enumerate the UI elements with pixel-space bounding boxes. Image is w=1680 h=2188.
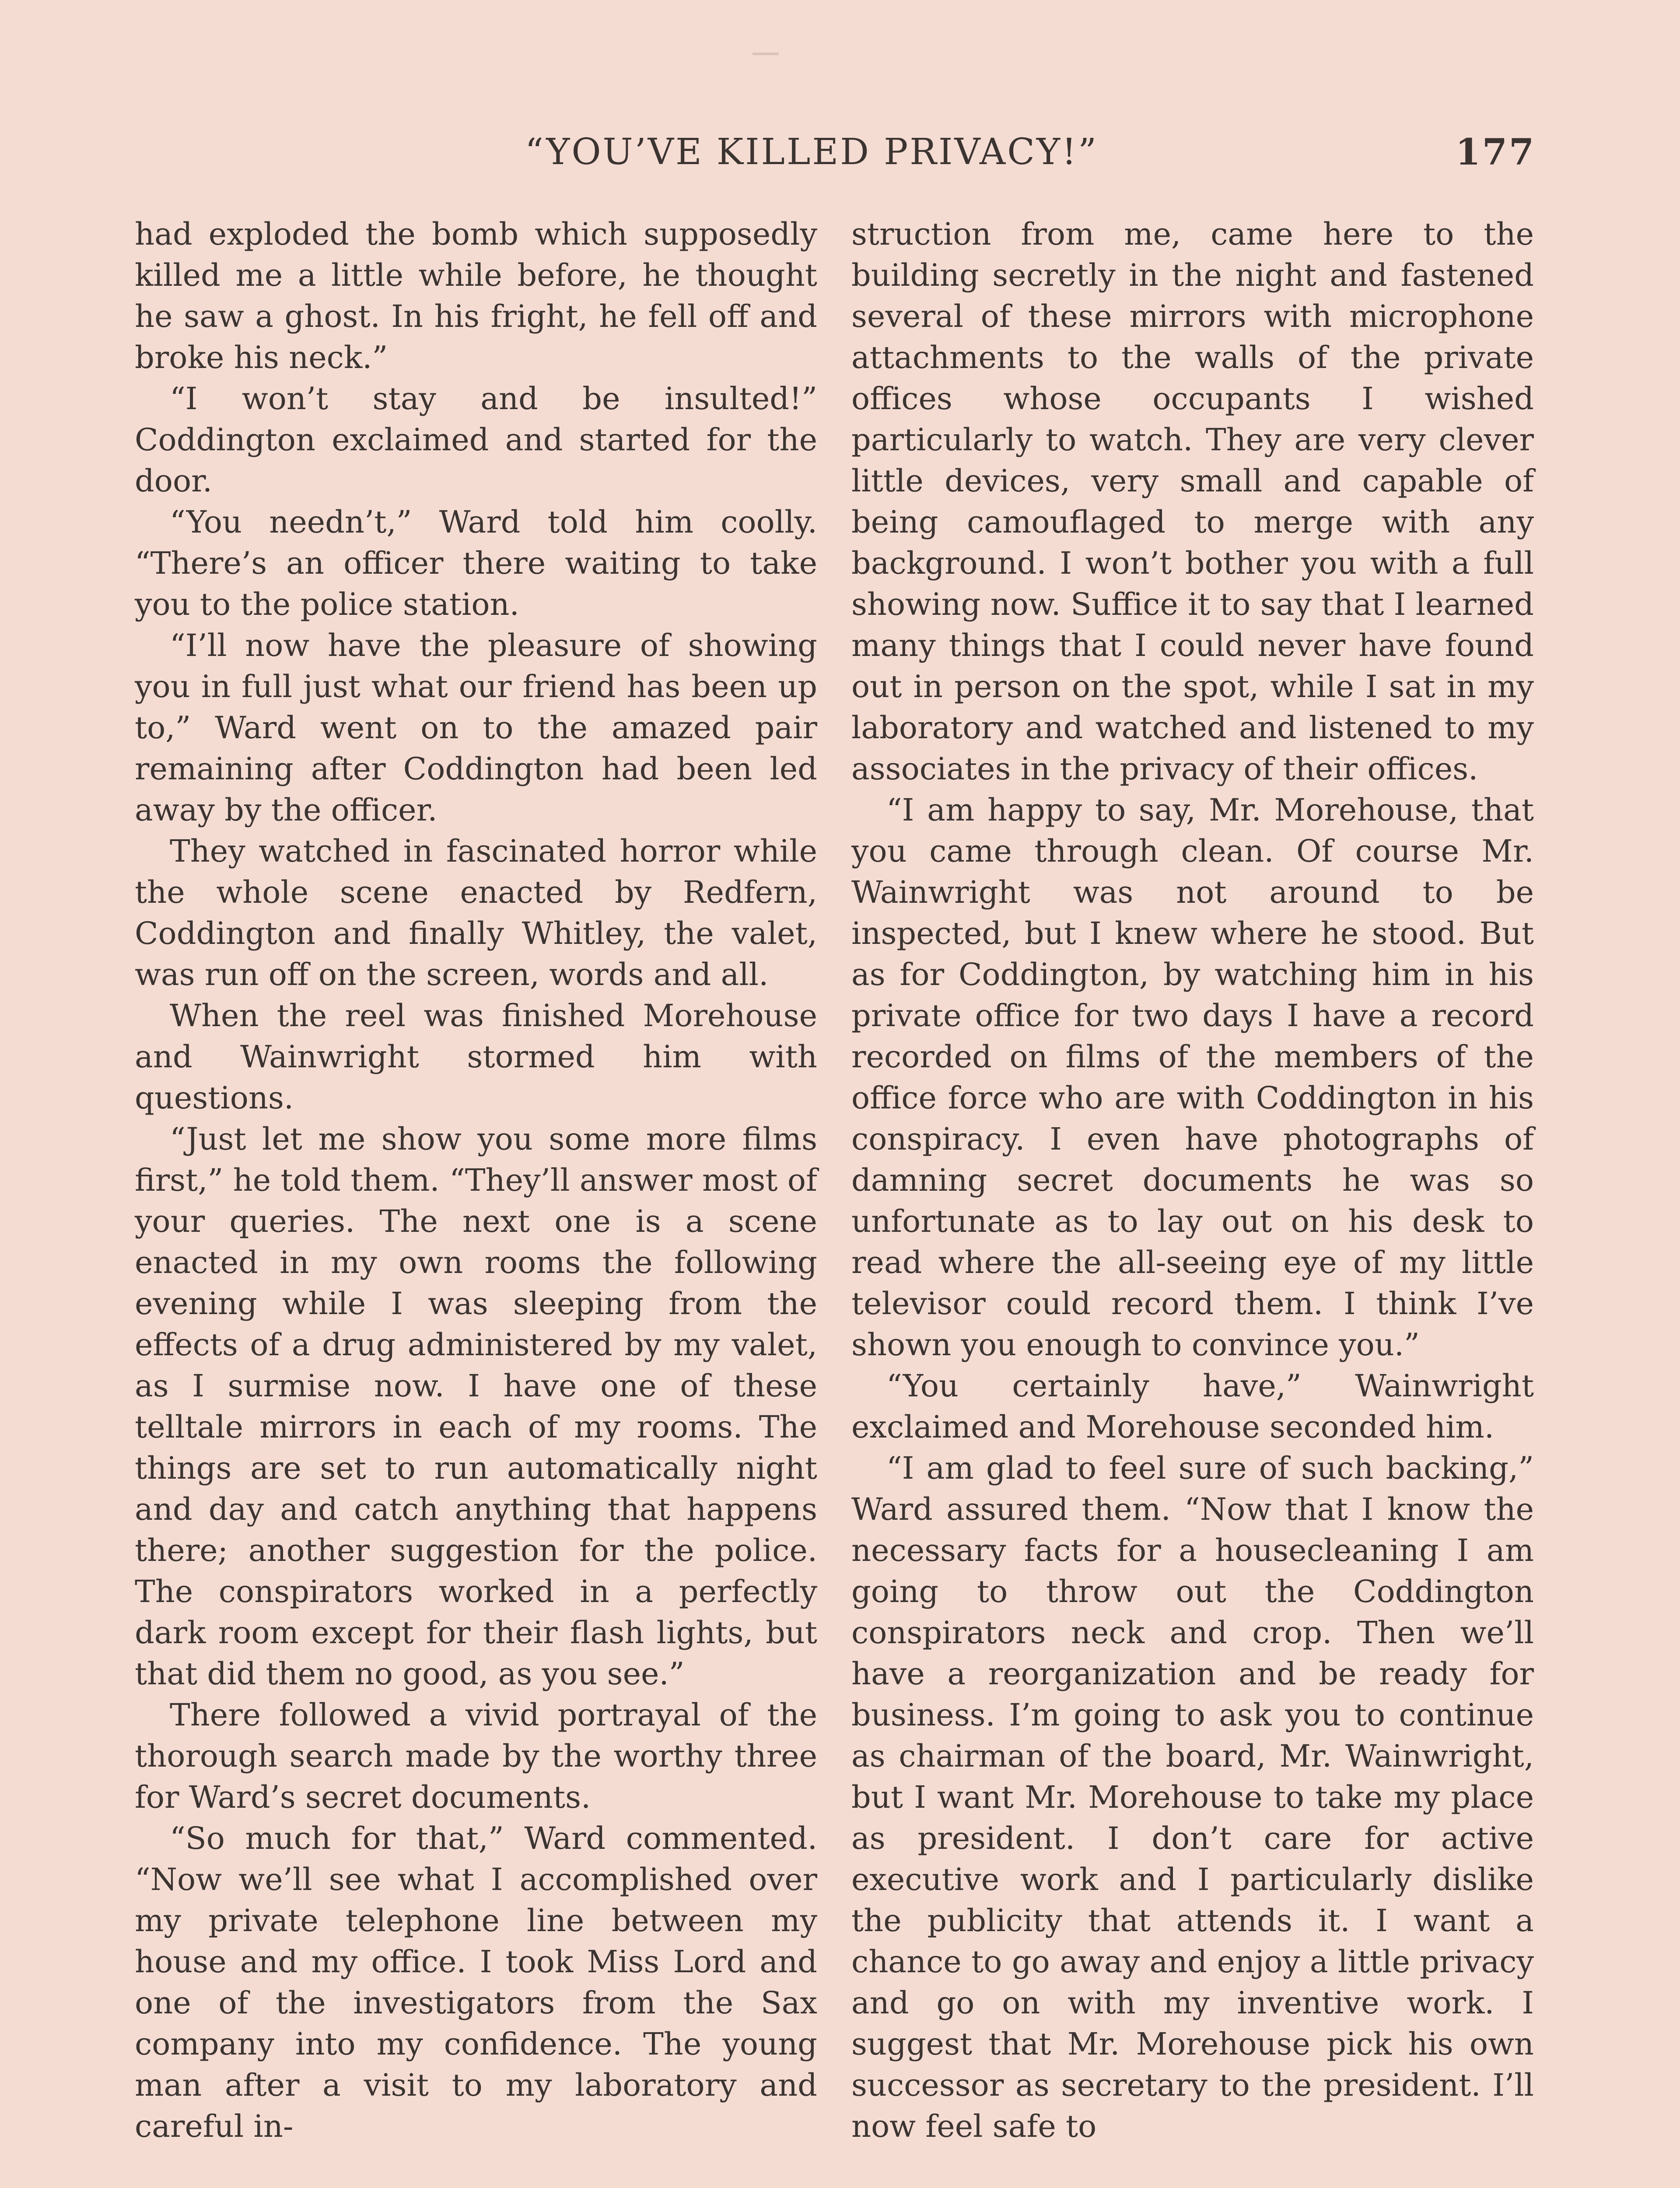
paragraph: “I am glad to feel sure of such backing,” Ward assured them. “Now that I know the necessary facts for a housecleaning I am going to throw out the Coddington conspirators neck and crop. Then we’ll have a reorganization and be ready for business. I’m going to ask you to continue as chairman of the board, Mr. Wainwright, but I want Mr. Morehouse to take my place as president. I don’t care for active executive work and I particularly dislike the publicity that attends it. I want a chance to go away and enjoy a little privacy and go on with my inventive work. I suggest that Mr. Morehouse pick his own successor as secretary to the president. I’ll now feel safe to [851,1450,1534,2144]
right-column [851,214,1534,2147]
running-head-title: “YOU’VE KILLED PRIVACY!” [525,131,1099,173]
paragraph: They watched in fascinated horror while the whole scene enacted by Redfern, Coddington and finally Whitley, the valet, was run off on the screen, words and all. [135,833,817,992]
left-column [135,214,817,2147]
running-head [136,131,1536,184]
paragraph: “I am happy to say, Mr. Morehouse, that you came through clean. Of course Mr. Wainwright was not around to be inspected, but I knew where he stood. But as for Coddington, by watching him in his private office for two days I have a record recorded on films of the members of the office force who are with Coddington in his conspiracy. I even have photographs of damning secret documents he was so unfortunate as to lay out on his desk to read where the all-seeing eye of my little televisor could record them. I think I’ve shown you enough to convince you.” [851,792,1534,1363]
paragraph: “Just let me show you some more films first,” he told them. “They’ll answer most of your queries. The next one is a scene enacted in my own rooms the following evening while I was sleeping from the effects of a drug administered by my valet, as I surmise now. I have one of these telltale mirrors in each of my rooms. The things are set to run automatically night and day and catch anything that happens there; another suggestion for the police. The conspirators worked in a perfectly dark room except for their flash lights, but that did them no good, as you see.” [135,1121,817,1692]
page-number: 177 [1455,131,1536,173]
page-fold-mark [752,53,779,55]
paragraph: When the reel was finished Morehouse and Wainwright stormed him with questions. [135,998,817,1116]
paragraph: struction from me, came here to the building secretly in the night and fastened several of these mirrors with microphone attachments to the walls of the private offices whose occupants I wished particularly to watch. They are very clever little devices, very small and capable of being camouflaged to merge with any background. I won’t bother you with a full showing now. Suffice it to say that I learned many things that I could never have found out in person on the spot, while I sat in my laboratory and watched and listened to my associates in the privacy of their offices. [851,216,1534,787]
paragraph: “I’ll now have the pleasure of showing you in full just what our friend has been up to,” Ward went on to the amazed pair remaining after Coddington had been led away by the officer. [135,628,817,828]
paragraph: “I won’t stay and be insulted!” Coddington exclaimed and started for the door. [135,381,817,499]
paragraph: There followed a vivid portrayal of the thorough search made by the worthy three for Ward’s secret documents. [135,1697,817,1815]
paragraph: had exploded the bomb which supposedly killed me a little while before, he thought he saw a ghost. In his fright, he fell off and broke his neck.” [135,216,817,375]
paragraph: “So much for that,” Ward commented. “Now we’ll see what I accomplished over my private telephone line between my house and my office. I took Miss Lord and one of the investigators from the Sax company into my confidence. The young man after a visit to my laboratory and careful in- [135,1820,817,2144]
paragraph: “You certainly have,” Wainwright exclaimed and Morehouse seconded him. [851,1368,1534,1445]
paragraph: “You needn’t,” Ward told him coolly. “There’s an officer there waiting to take you to the police station. [135,504,817,622]
